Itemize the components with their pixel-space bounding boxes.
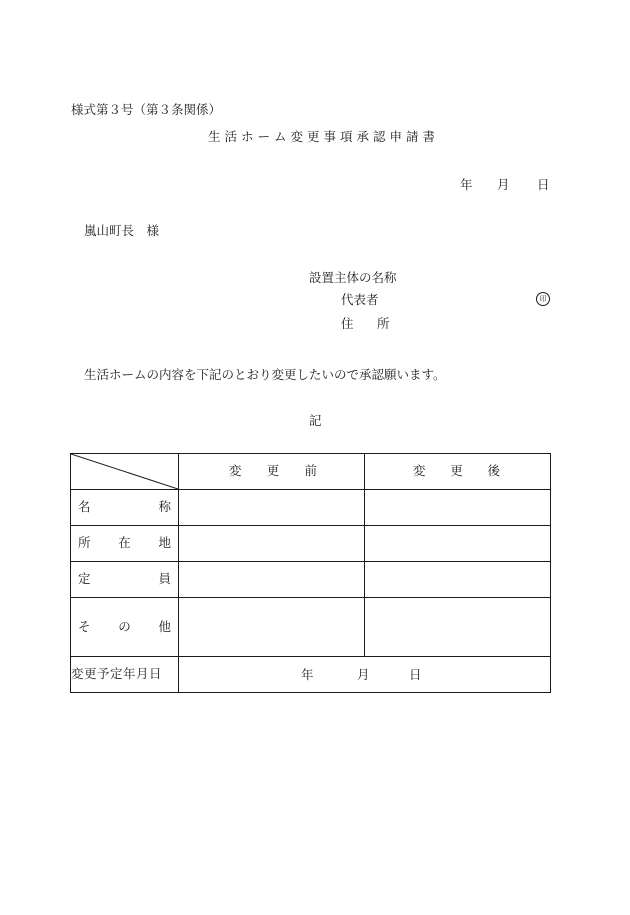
header-before-char: 前 [304, 463, 317, 479]
other-after-field[interactable] [365, 598, 551, 657]
date-month-label: 月 [497, 177, 510, 192]
table-row-schedule [71, 657, 551, 693]
name-before-field[interactable] [179, 490, 365, 526]
header-before-char: 変 [229, 463, 242, 479]
row-label-name [71, 490, 179, 526]
form-number: 様式第３号（第３条関係） [71, 102, 222, 117]
schedule-date-field[interactable] [179, 657, 551, 693]
entity-name-label: 設置主体の名称 [309, 270, 397, 285]
header-before-cell [179, 454, 365, 490]
date-year-label: 年 [460, 177, 473, 192]
location-before-field[interactable] [179, 526, 365, 562]
row-label-schedule: 変更予定年月日 [71, 657, 179, 693]
header-after-char: 後 [487, 463, 500, 479]
diagonal-corner-cell [71, 454, 179, 490]
table-header-row [71, 454, 551, 490]
label-char: の [118, 618, 131, 634]
document-title: 生活ホーム変更事項承認申請書 [208, 129, 440, 144]
date-day-label: 日 [537, 177, 550, 192]
label-char: 所 [78, 535, 91, 551]
location-after-field[interactable] [365, 526, 551, 562]
name-after-field[interactable] [365, 490, 551, 526]
capacity-before-field[interactable] [179, 562, 365, 598]
row-label-other [71, 598, 179, 657]
seal-icon: 印 [536, 292, 550, 306]
schedule-day-label: 日 [409, 667, 422, 682]
label-char: 員 [158, 571, 171, 587]
address-label-part-2: 所 [377, 316, 390, 331]
schedule-month-label: 月 [357, 667, 370, 682]
label-char: 地 [158, 535, 171, 551]
representative-label: 代表者 [341, 292, 379, 307]
table-row-other [71, 598, 551, 657]
address-label-part-1: 住 [341, 316, 354, 331]
label-char: 他 [158, 618, 171, 634]
label-char: 定 [78, 571, 91, 587]
change-table [70, 453, 551, 693]
label-char: そ [78, 618, 91, 634]
row-label-location [71, 526, 179, 562]
other-before-field[interactable] [179, 598, 365, 657]
header-before-char: 更 [266, 463, 280, 479]
diagonal-line [71, 454, 178, 489]
header-after-cell [365, 454, 551, 490]
header-after-char: 変 [413, 463, 426, 479]
addressee: 嵐山町長 様 [84, 223, 160, 238]
capacity-after-field[interactable] [365, 562, 551, 598]
header-after-char: 更 [450, 463, 463, 479]
table-row-capacity [71, 562, 551, 598]
request-statement: 生活ホームの内容を下記のとおり変更したいので承認願います。 [84, 367, 446, 382]
table-row-location [71, 526, 551, 562]
ki-heading: 記 [309, 413, 322, 428]
label-char: 称 [158, 499, 171, 515]
table-row-name [71, 490, 551, 526]
label-char: 名 [78, 499, 91, 515]
label-char: 在 [118, 535, 131, 551]
row-label-capacity [71, 562, 179, 598]
schedule-year-label: 年 [301, 667, 314, 682]
